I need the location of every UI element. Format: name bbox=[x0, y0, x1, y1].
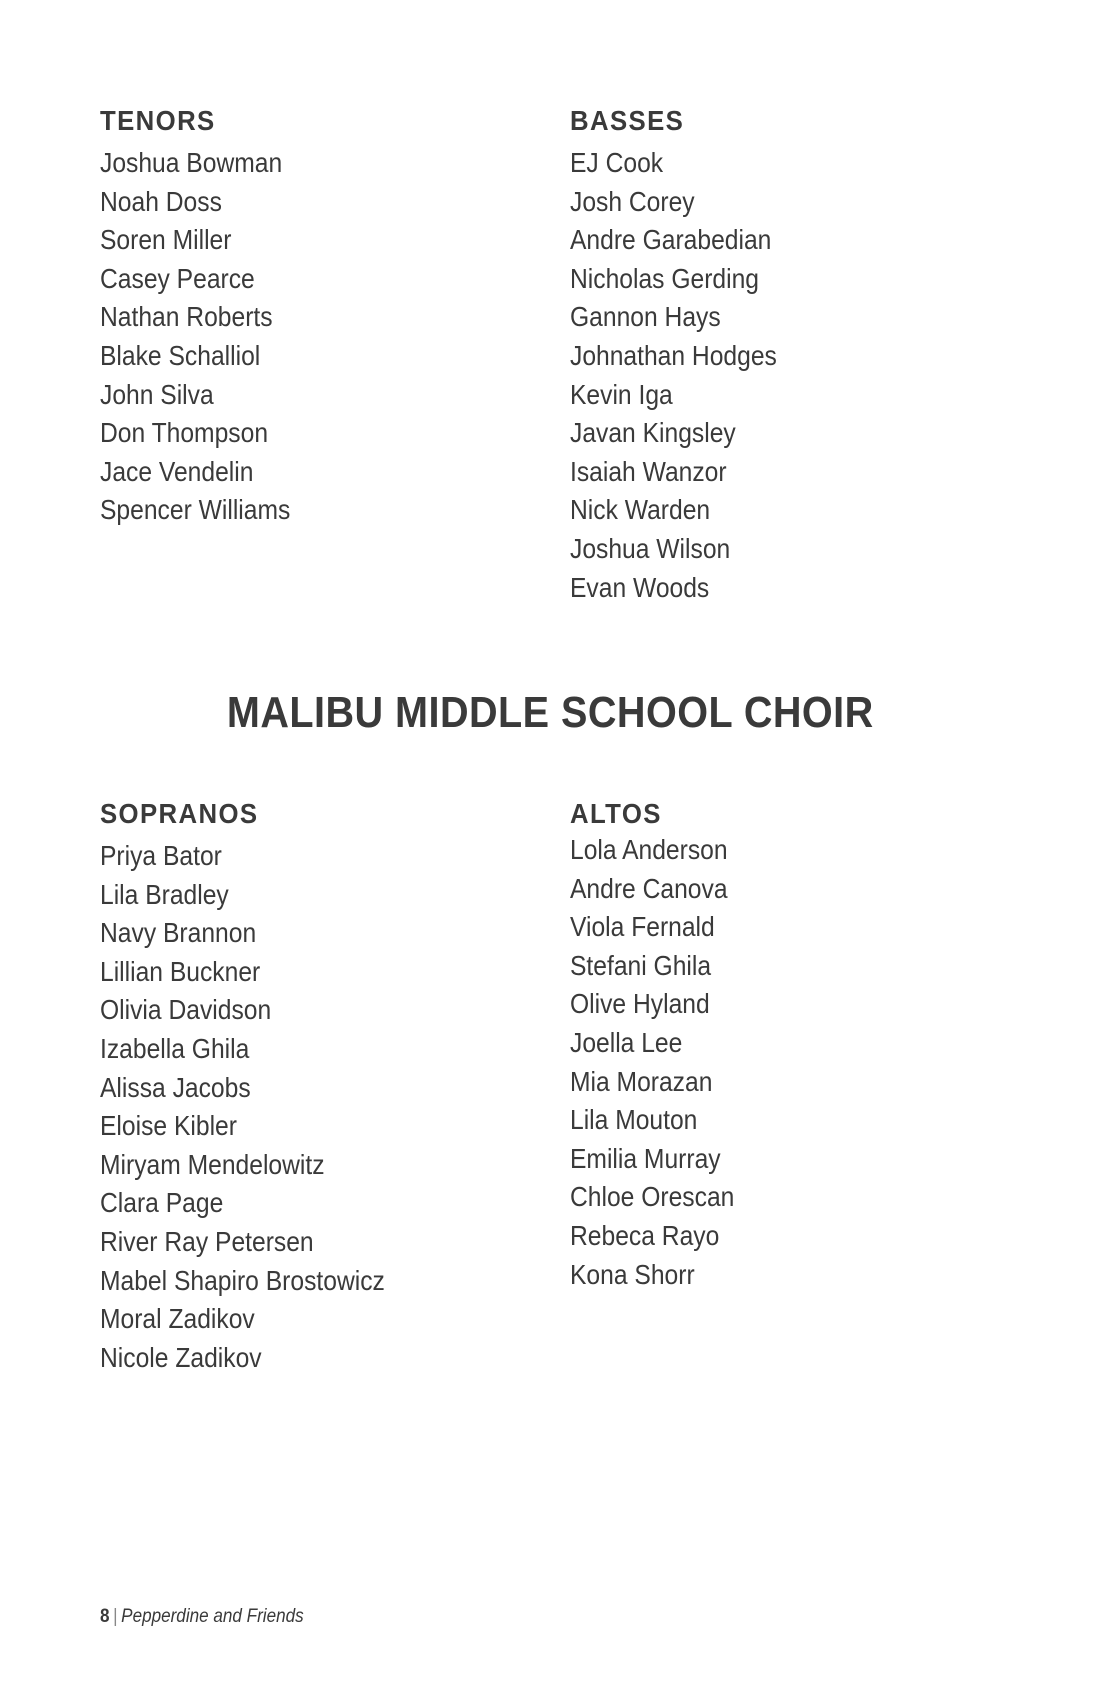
choir-title bbox=[0, 685, 1100, 741]
basses-list bbox=[570, 144, 1000, 607]
roster-name: Soren Miller bbox=[100, 224, 232, 256]
altos-heading: ALTOS bbox=[570, 798, 662, 829]
roster-name: Johnathan Hodges bbox=[570, 339, 777, 371]
tenors-column bbox=[100, 104, 570, 607]
roster-name: Nicholas Gerding bbox=[570, 262, 760, 294]
roster-name: Lola Anderson bbox=[570, 834, 728, 865]
roster-name: Viola Fernald bbox=[570, 911, 715, 943]
roster-name: Emilia Murray bbox=[570, 1142, 721, 1174]
bottom-roster-section bbox=[100, 797, 1000, 1377]
roster-name: Moral Zadikov bbox=[100, 1303, 255, 1335]
tenors-list bbox=[100, 144, 570, 530]
roster-name: Nathan Roberts bbox=[100, 301, 273, 333]
roster-name: Joshua Bowman bbox=[100, 147, 283, 178]
roster-name: Javan Kingsley bbox=[570, 417, 736, 449]
sopranos-heading: SOPRANOS bbox=[100, 798, 259, 829]
roster-name: Kona Shorr bbox=[570, 1258, 695, 1290]
sopranos-column bbox=[100, 797, 570, 1377]
roster-name: Gannon Hays bbox=[570, 301, 721, 333]
roster-name: Nicole Zadikov bbox=[100, 1341, 262, 1373]
roster-name: River Ray Petersen bbox=[100, 1225, 314, 1257]
footer-separator: | bbox=[113, 1606, 118, 1627]
roster-name: Joella Lee bbox=[570, 1026, 683, 1058]
roster-name: Mabel Shapiro Brostowicz bbox=[100, 1264, 385, 1296]
roster-name: Noah Doss bbox=[100, 185, 222, 217]
roster-name: Evan Woods bbox=[570, 571, 710, 603]
roster-name: Blake Schalliol bbox=[100, 339, 261, 371]
page-footer bbox=[100, 1606, 304, 1628]
roster-name: Miryam Mendelowitz bbox=[100, 1148, 325, 1180]
roster-name: Rebeca Rayo bbox=[570, 1219, 720, 1251]
roster-name: Olivia Davidson bbox=[100, 994, 272, 1026]
roster-name: Olive Hyland bbox=[570, 988, 710, 1020]
roster-name: Clara Page bbox=[100, 1187, 224, 1219]
roster-name: Nick Warden bbox=[570, 494, 711, 526]
roster-name: Lila Mouton bbox=[570, 1104, 698, 1136]
basses-column bbox=[570, 104, 1000, 607]
roster-name: Navy Brannon bbox=[100, 917, 257, 949]
basses-heading: BASSES bbox=[570, 105, 685, 136]
roster-name: Andre Canova bbox=[570, 872, 728, 904]
roster-name: Josh Corey bbox=[570, 185, 695, 217]
roster-name: Isaiah Wanzor bbox=[570, 455, 727, 487]
top-roster-columns bbox=[100, 104, 1000, 607]
altos-list bbox=[570, 831, 1000, 1294]
roster-name: Jace Vendelin bbox=[100, 455, 254, 487]
roster-name: Izabella Ghila bbox=[100, 1032, 250, 1064]
roster-name: Lila Bradley bbox=[100, 878, 229, 910]
roster-name: Eloise Kibler bbox=[100, 1110, 237, 1142]
page-number: 8 bbox=[100, 1606, 110, 1627]
roster-name: Don Thompson bbox=[100, 417, 269, 449]
roster-name: Joshua Wilson bbox=[570, 532, 731, 564]
altos-column bbox=[570, 791, 1000, 1377]
roster-name: Lillian Buckner bbox=[100, 955, 261, 987]
bottom-roster-columns bbox=[100, 797, 1000, 1377]
roster-name: Mia Morazan bbox=[570, 1065, 713, 1097]
choir-title-text: MALIBU MIDDLE SCHOOL CHOIR bbox=[226, 688, 874, 737]
roster-name: Spencer Williams bbox=[100, 494, 291, 526]
roster-name: John Silva bbox=[100, 378, 214, 410]
publication-title: Pepperdine and Friends bbox=[121, 1606, 304, 1627]
roster-name: Chloe Orescan bbox=[570, 1181, 735, 1213]
sopranos-list bbox=[100, 837, 570, 1377]
roster-name: Andre Garabedian bbox=[570, 224, 772, 256]
roster-name: EJ Cook bbox=[570, 147, 664, 178]
roster-name: Kevin Iga bbox=[570, 378, 673, 410]
top-roster-section bbox=[100, 104, 1000, 607]
roster-name: Casey Pearce bbox=[100, 262, 255, 294]
roster-name: Alissa Jacobs bbox=[100, 1071, 251, 1103]
roster-name: Stefani Ghila bbox=[570, 949, 712, 981]
roster-name: Priya Bator bbox=[100, 840, 222, 871]
tenors-heading: TENORS bbox=[100, 105, 216, 136]
